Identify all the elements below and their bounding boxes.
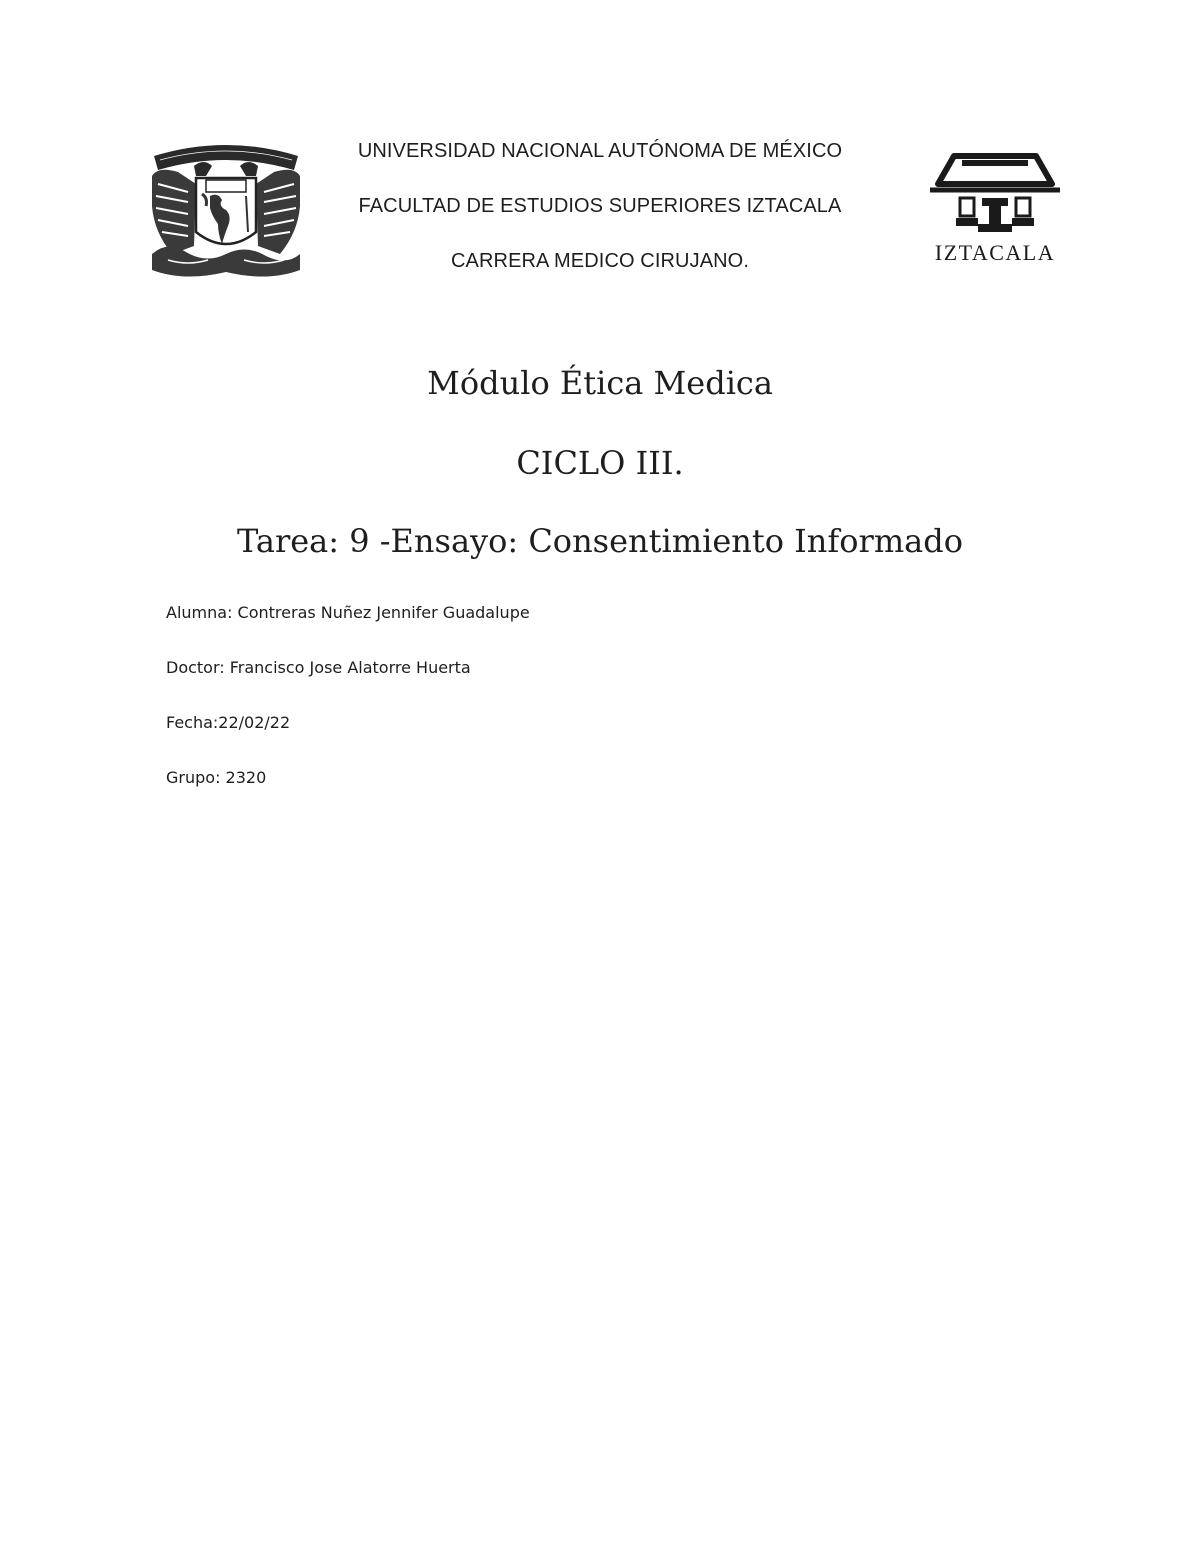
module-title: Módulo Ética Medica (427, 364, 773, 402)
group-line: Grupo: 2320 (166, 768, 267, 787)
iztacala-logo (926, 152, 1064, 264)
faculty-name: FACULTAD DE ESTUDIOS SUPERIORES IZTACALA (358, 195, 842, 217)
university-name: UNIVERSIDAD NACIONAL AUTÓNOMA DE MÉXICO (357, 140, 843, 162)
unam-seal-logo (148, 136, 304, 282)
doctor-line: Doctor: Francisco Jose Alatorre Huerta (166, 658, 471, 677)
svg-text:IZTACALA: IZTACALA (934, 240, 1056, 264)
career-name: CARRERA MEDICO CIRUJANO. (451, 250, 749, 272)
date-line: Fecha:22/02/22 (166, 713, 291, 732)
student-line: Alumna: Contreras Nuñez Jennifer Guadalupe (166, 603, 530, 622)
cycle-title: CICLO III. (516, 444, 684, 482)
task-title: Tarea: 9 -Ensayo: Consentimiento Informado (237, 522, 963, 560)
